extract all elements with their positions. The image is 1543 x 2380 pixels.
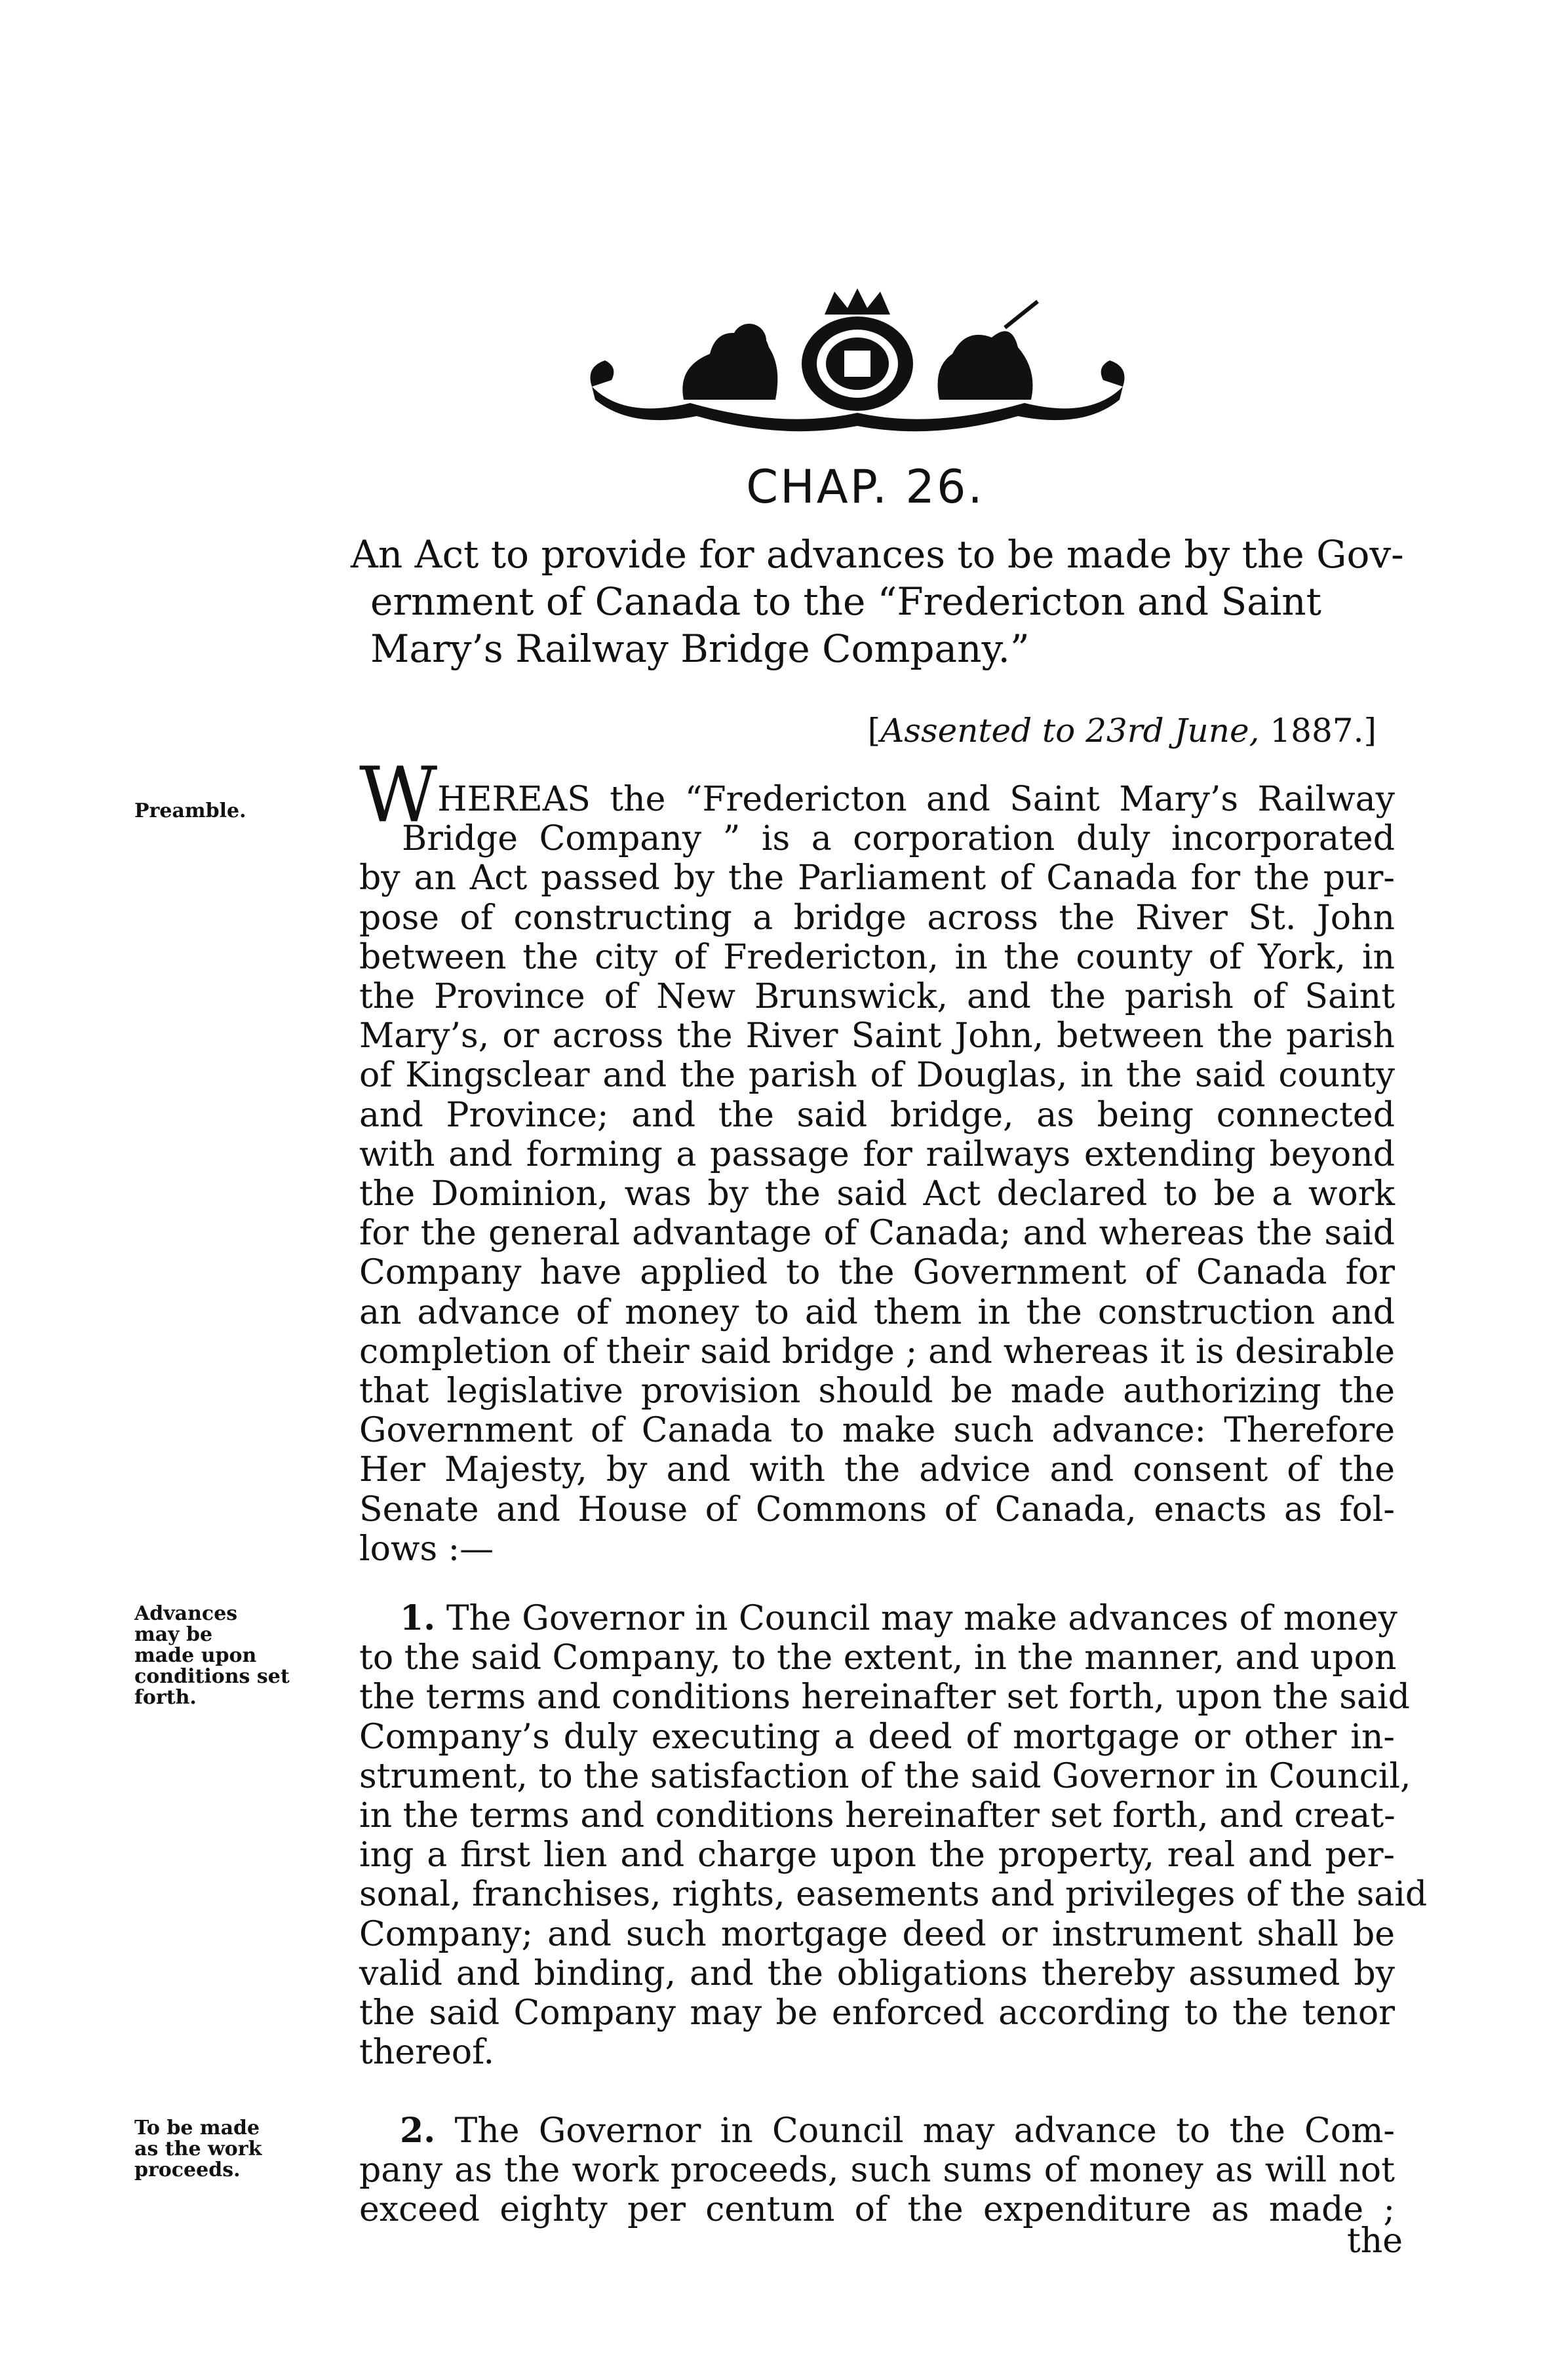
- margin-note-preamble: Preamble.: [134, 799, 246, 822]
- act-title: [351, 531, 1404, 672]
- preamble-line: Government of Canada to make such advance: Therefore: [359, 1411, 1395, 1451]
- margin-note-section-1: Advances may be made upon conditions set forth.: [134, 1602, 290, 1709]
- section-2-line: exceed eighty per centum of the expenditure as made ;: [359, 2190, 1395, 2230]
- preamble-line: an advance of money to aid them in the construction and: [359, 1292, 1395, 1332]
- section-1-line: 1. The Governor in Council may make advances of money: [400, 1598, 1397, 1638]
- section-1-line: strument, to the satisfaction of the said Governor in Council,: [359, 1756, 1411, 1796]
- preamble-line: Her Majesty, by and with the advice and consent of the: [359, 1450, 1395, 1490]
- catchword: the: [1346, 2221, 1403, 2261]
- preamble-line: completion of their said bridge ; and whereas it is desirable: [359, 1332, 1395, 1372]
- preamble-line: of Kingsclear and the parish of Douglas, in the said county: [359, 1056, 1395, 1096]
- section-1-line: valid and binding, and the obligations thereby assumed by: [359, 1953, 1395, 1993]
- act-title-line: Mary’s Railway Bridge Company.”: [370, 626, 1030, 671]
- preamble-line: between the city of Fredericton, in the county of York, in: [359, 937, 1395, 977]
- preamble-line: pose of constructing a bridge across the River St. John: [359, 898, 1395, 938]
- preamble-line: Company have applied to the Government of Canada for: [359, 1253, 1395, 1293]
- drop-cap: W: [359, 751, 438, 839]
- assent-label: Assented to 23rd June,: [880, 712, 1260, 750]
- chapter-heading: CHAP. 26.: [746, 460, 985, 514]
- section-1-line: ing a first lien and charge upon the property, real and per-: [359, 1835, 1395, 1875]
- section-1-text: [359, 1598, 1428, 2073]
- preamble-line: Bridge Company ” is a corporation duly incorporated: [402, 819, 1395, 859]
- act-title-line: ernment of Canada to the “Fredericton and Saint: [370, 579, 1321, 624]
- act-title-line: An Act to provide for advances to be made by the Gov-: [351, 532, 1404, 577]
- section-1-line: Company’s duly executing a deed of mortgage or other in-: [359, 1717, 1395, 1757]
- section-1-line: the terms and conditions hereinafter set forth, upon the said: [359, 1678, 1410, 1718]
- section-1-line: in the terms and conditions hereinafter set forth, and creat-: [359, 1796, 1396, 1836]
- preamble-line: by an Act passed by the Parliament of Canada for the pur-: [359, 858, 1395, 898]
- preamble-line: the Dominion, was by the said Act declared to be a work: [359, 1174, 1395, 1214]
- preamble-line: with and forming a passage for railways extending beyond: [359, 1134, 1395, 1174]
- section-2-line: pany as the work proceeds, such sums of money as will not: [359, 2151, 1395, 2191]
- preamble-line: Senate and House of Commons of Canada, enacts as fol-: [359, 1489, 1395, 1529]
- section-number: 2.: [400, 2111, 436, 2151]
- royal-coat-of-arms-icon: [585, 288, 1129, 432]
- assent-year: 1887.: [1270, 712, 1364, 750]
- section-2-text: [359, 2111, 1395, 2230]
- section-2-line: 2. The Governor in Council may advance to the Com-: [400, 2111, 1395, 2151]
- section-1-line: sonal, franchises, rights, easements and privileges of the said: [359, 1875, 1428, 1915]
- preamble-line: for the general advantage of Canada; and whereas the said: [359, 1214, 1395, 1254]
- preamble-line: Mary’s, or across the River Saint John, between the parish: [359, 1016, 1395, 1056]
- preamble-line: lows :—: [359, 1529, 494, 1569]
- section-1-line: the said Company may be enforced according to the tenor: [359, 1993, 1395, 2033]
- preamble-line: that legislative provision should be made authorizing the: [359, 1372, 1395, 1411]
- section-1-line: Company; and such mortgage deed or instrument shall be: [359, 1914, 1395, 1954]
- preamble-line: and Province; and the said bridge, as being connected: [359, 1095, 1395, 1135]
- margin-note-section-2: To be made as the work proceeds.: [134, 2117, 262, 2181]
- section-number: 1.: [400, 1598, 436, 1638]
- preamble-line: the Province of New Brunswick, and the parish of Saint: [359, 977, 1395, 1017]
- preamble-text: [359, 751, 1395, 1569]
- section-1-line: to the said Company, to the extent, in the manner, and upon: [359, 1638, 1397, 1678]
- assent-date: [Assented to 23rd June, 1887.]: [867, 712, 1377, 750]
- section-1-line: thereof.: [359, 2033, 495, 2073]
- preamble-line: WHEREAS the “Fredericton and Saint Mary’s Railway: [359, 751, 1395, 839]
